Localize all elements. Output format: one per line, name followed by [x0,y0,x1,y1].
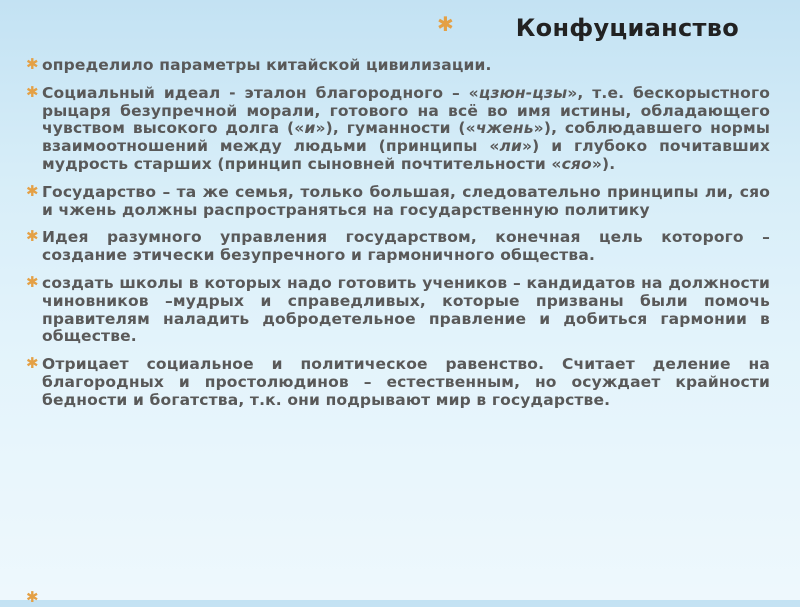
italic-term: чжень [475,119,534,138]
text-segment: создать школы в которых надо готовить учеников – кандидатов на должности чиновников –мудрых и справедливых, которые призваны были помочь правителям наладить добродетельное правление и добиться гармонии в обществе. [42,273,770,346]
list-item-text [42,355,770,409]
list-item-text [42,183,770,219]
italic-term: ли [499,137,523,156]
list-item [26,57,770,75]
star-bullet-icon: ✱ [26,82,39,101]
list-item [26,272,770,346]
list-item-text [42,84,770,173]
star-bullet-icon: ✱ [26,588,39,606]
star-bullet-icon: ✱ [26,55,39,73]
text-segment: Социальный идеал - эталон благородного – « [42,83,479,102]
list-item [26,82,770,174]
star-bullet-icon: ✱ [26,227,39,246]
text-segment: Идея разумного управления государством, конечная цель которого – создание этически безупречного и гармоничного общества. [42,228,770,265]
star-bullet-icon: ✱ [26,181,39,200]
text-segment: определило параметры китайской цивилизации. [42,56,492,74]
italic-term: и [304,119,316,138]
list-item [26,356,770,409]
star-bullet-icon: ✱ [437,12,454,36]
list-item-text [42,56,492,74]
bullet-list [26,57,770,420]
list-item [26,181,770,220]
slide-title-row [437,14,739,42]
text-segment: »), соблюдавшего нормы взаимоотношений между людьми (принципы « [42,119,770,156]
star-bullet-icon: ✱ [26,272,39,291]
text-segment: »). [591,154,616,173]
italic-term: сяо [561,154,592,173]
list-item [26,229,770,265]
list-item-text [42,274,770,345]
text-segment: Отрицает социальное и политическое равенство. Считает деление на благородных и простолюдинов – естественным, но осуждает крайности бедности и богатства, т.к. они подрывают мир в государстве. [42,355,770,409]
text-segment: Государство – та же семья, только большая, следовательно принципы ли, сяо и чжень должны распространяться на государственную политику [42,182,770,219]
star-bullet-icon: ✱ [26,354,39,373]
text-segment: ») и глубоко почитавших мудрость старших (принцип сыновней почтительности « [42,137,770,173]
text-segment: »), гуманности (« [315,119,476,138]
text-segment: », т.е. бескорыстного рыцаря безупречной морали, готового на всё во имя истины, обладающего чувством высокого долга (« [42,83,770,138]
list-item-text [42,228,770,264]
slide-title: Конфуцианство [515,14,740,42]
italic-term: цзюн-цзы [478,83,568,102]
